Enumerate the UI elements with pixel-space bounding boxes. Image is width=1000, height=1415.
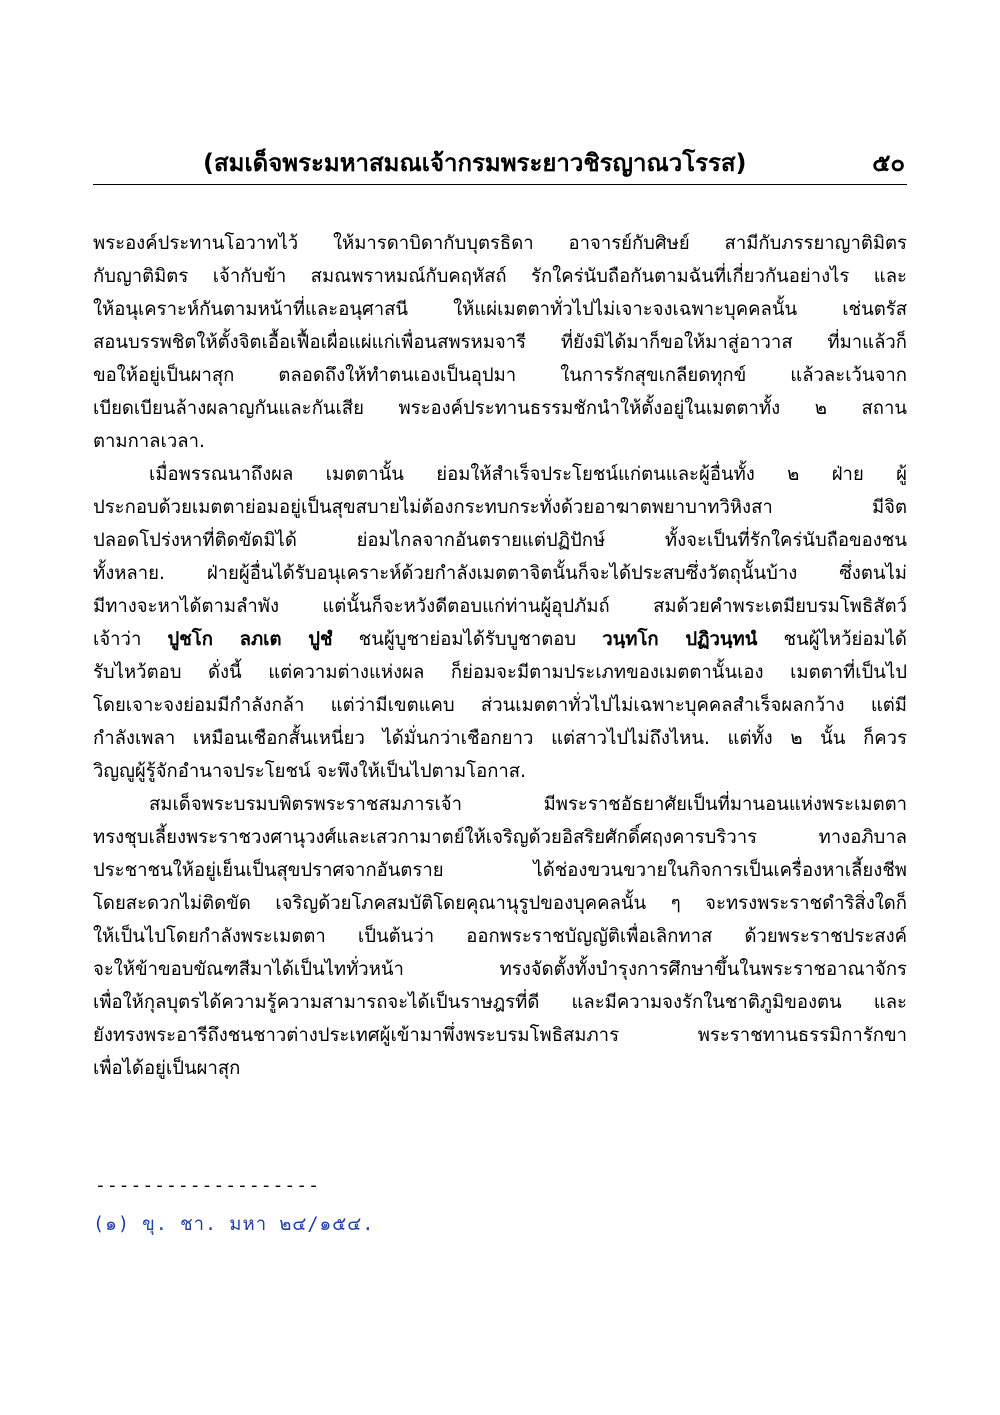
body-text bbox=[93, 227, 907, 1085]
text-line: โดยสะดวกไม่ติดขัด เจริญด้วยโภคสมบัติโดยคุณานุรูปของบุคคลนั้น ๆ จะทรงพระราชดำริสิ่งใดก็ bbox=[93, 893, 907, 914]
text-line: ประชาชนให้อยู่เย็นเป็นสุขปราศจากอันตราย ได้ช่องขวนขวายในกิจการเป็นเครื่องหาเลี้ยงชีพ bbox=[93, 860, 907, 881]
text-line: ปลอดโปร่งหาที่ติดขัดมิได้ ย่อมไกลจากอันตรายแต่ปฏิปักษ์ ทั้งจะเป็นที่รักใคร่นับถือของชน bbox=[93, 530, 907, 551]
pali-quote-1: ปูชโก ลภเต ปูชํ bbox=[167, 629, 333, 650]
quote-translation-2: ชนผู้ไหว้ย่อมได้ bbox=[783, 629, 907, 650]
footnote-divider: ------------------- bbox=[95, 1175, 320, 1196]
text-line: ทรงชุบเลี้ยงพระราชวงศานุวงศ์และเสวกามาตย์ให้เจริญด้วยอิสริยศักดิ์ศฤงคารบริวาร ทางอภิบาล bbox=[93, 827, 907, 848]
quote-lead-text: เจ้าว่า bbox=[93, 629, 142, 650]
text-line: เพื่อได้อยู่เป็นผาสุก bbox=[93, 1058, 241, 1079]
paragraph-start-line: สมเด็จพระบรมบพิตรพระราชสมภารเจ้า มีพระราชอัธยาศัยเป็นที่มานอนแห่งพระเมตตา bbox=[149, 794, 907, 815]
text-line: โดยเจาะจงย่อมมีกำลังกล้า แต่ว่ามีเขตแคบ ส่วนเมตตาทั่วไปไม่เฉพาะบุคคลสำเร็จผลกว้าง แต่มี bbox=[93, 695, 907, 716]
page-number: ๕๐ bbox=[872, 149, 905, 177]
text-line: ยังทรงพระอารีถึงชนชาวต่างประเทศผู้เข้ามาพึ่งพระบรมโพธิสมภาร พระราชทานธรรมิการักขา bbox=[93, 1025, 907, 1046]
text-line: ประกอบด้วยเมตตาย่อมอยู่เป็นสุขสบายไม่ต้องกระทบกระทั่งด้วยอาฆาตพยาบาทวิหิงสา มีจิต bbox=[93, 497, 907, 518]
quote-line bbox=[93, 623, 907, 656]
text-line: จะให้ข้าขอบขัณฑสีมาได้เป็นไททั่วหน้า ทรงจัดตั้งทั้งบำรุงการศึกษาขึ้นในพระราชอาณาจักร bbox=[93, 959, 907, 980]
text-line: กำลังเพลา เหมือนเชือกสั้นเหนี่ยว ได้มั่นกว่าเชือกยาว แต่สาวไปไม่ถึงไหน. แต่ทั้ง ๒ นั้น ก็ควร bbox=[93, 728, 907, 749]
text-line: ให้อนุเคราะห์กันตามหน้าที่และอนุศาสนี ให้แผ่เมตตาทั่วไปไม่เจาะจงเฉพาะบุคคลนั้น เช่นตรัส bbox=[93, 299, 907, 320]
footnote-text: (๑) ขุ. ชา. มหา ๒๔/๑๕๔. bbox=[93, 1214, 375, 1235]
text-line: เพื่อให้กุลบุตรได้ความรู้ความสามารถจะได้เป็นราษฎรที่ดี และมีความจงรักในชาติภูมิของตน และ bbox=[93, 992, 907, 1013]
text-line: ขอให้อยู่เป็นผาสุก ตลอดถึงให้ทำตนเองเป็นอุปมา ในการรักสุขเกลียดทุกข์ แล้วละเว้นจาก bbox=[93, 365, 907, 386]
page-title: (สมเด็จพระมหาสมณเจ้ากรมพระยาวชิรญาณวโรรส) bbox=[203, 149, 747, 177]
text-line: ทั้งหลาย. ฝ่ายผู้อื่นได้รับอนุเคราะห์ด้วยกำลังเมตตาจิตนั้นก็จะได้ประสบซึ่งวัตถุนั้นบ้าง ซึ่งตนไม่ bbox=[93, 563, 907, 584]
quote-translation-1: ชนผู้บูชาย่อมได้รับบูชาตอบ bbox=[358, 629, 577, 650]
text-line: สอนบรรพชิตให้ตั้งจิตเอื้อเฟื้อเผื่อแผ่แก่เพื่อนสพรหมจารี ที่ยังมิได้มาก็ขอให้มาสู่อาวาส ที่มาแล้วก็ bbox=[93, 332, 907, 353]
text-line: กับญาติมิตร เจ้ากับข้า สมณพราหมณ์กับคฤหัสถ์ รักใคร่นับถือกันตามฉันที่เกี่ยวกันอย่างไร และ bbox=[93, 266, 907, 287]
pali-quote-2: วนฺทโก ปฏิวนฺทนํ bbox=[602, 629, 758, 650]
paragraph-start-line: เมื่อพรรณนาถึงผล เมตตานั้น ย่อมให้สำเร็จประโยชน์แก่ตนและผู้อื่นทั้ง ๒ ฝ่าย ผู้ bbox=[149, 464, 907, 485]
text-line: ให้เป็นไปโดยกำลังพระเมตตา เป็นต้นว่า ออกพระราชบัญญัติเพื่อเลิกทาส ด้วยพระราชประสงค์ bbox=[93, 926, 907, 947]
header-divider bbox=[93, 184, 907, 185]
text-line: พระองค์ประทานโอวาทไว้ ให้มารดาบิดากับบุตรธิดา อาจารย์กับศิษย์ สามีกับภรรยาญาติมิตร bbox=[93, 233, 907, 254]
text-line: วิญญูผู้รู้จักอำนาจประโยชน์ จะพึงให้เป็นไปตามโอกาส. bbox=[93, 761, 526, 782]
page-header bbox=[93, 146, 907, 184]
text-line: เบียดเบียนล้างผลาญกันและกันเสีย พระองค์ประทานธรรมชักนำให้ตั้งอยู่ในเมตตาทั้ง ๒ สถาน bbox=[93, 398, 907, 419]
text-line: ตามกาลเวลา. bbox=[93, 431, 205, 452]
text-line: มีทางจะหาได้ตามลำพัง แต่นั้นก็จะหวังดีตอบแก่ท่านผู้อุปภัมถ์ สมด้วยคำพระเตมียบรมโพธิสัตว์ bbox=[93, 596, 907, 617]
text-line: รับไหว้ตอบ ดั่งนี้ แต่ความต่างแห่งผล ก็ย่อมจะมีตามประเภทของเมตตานั้นเอง เมตตาที่เป็นไป bbox=[93, 662, 907, 683]
